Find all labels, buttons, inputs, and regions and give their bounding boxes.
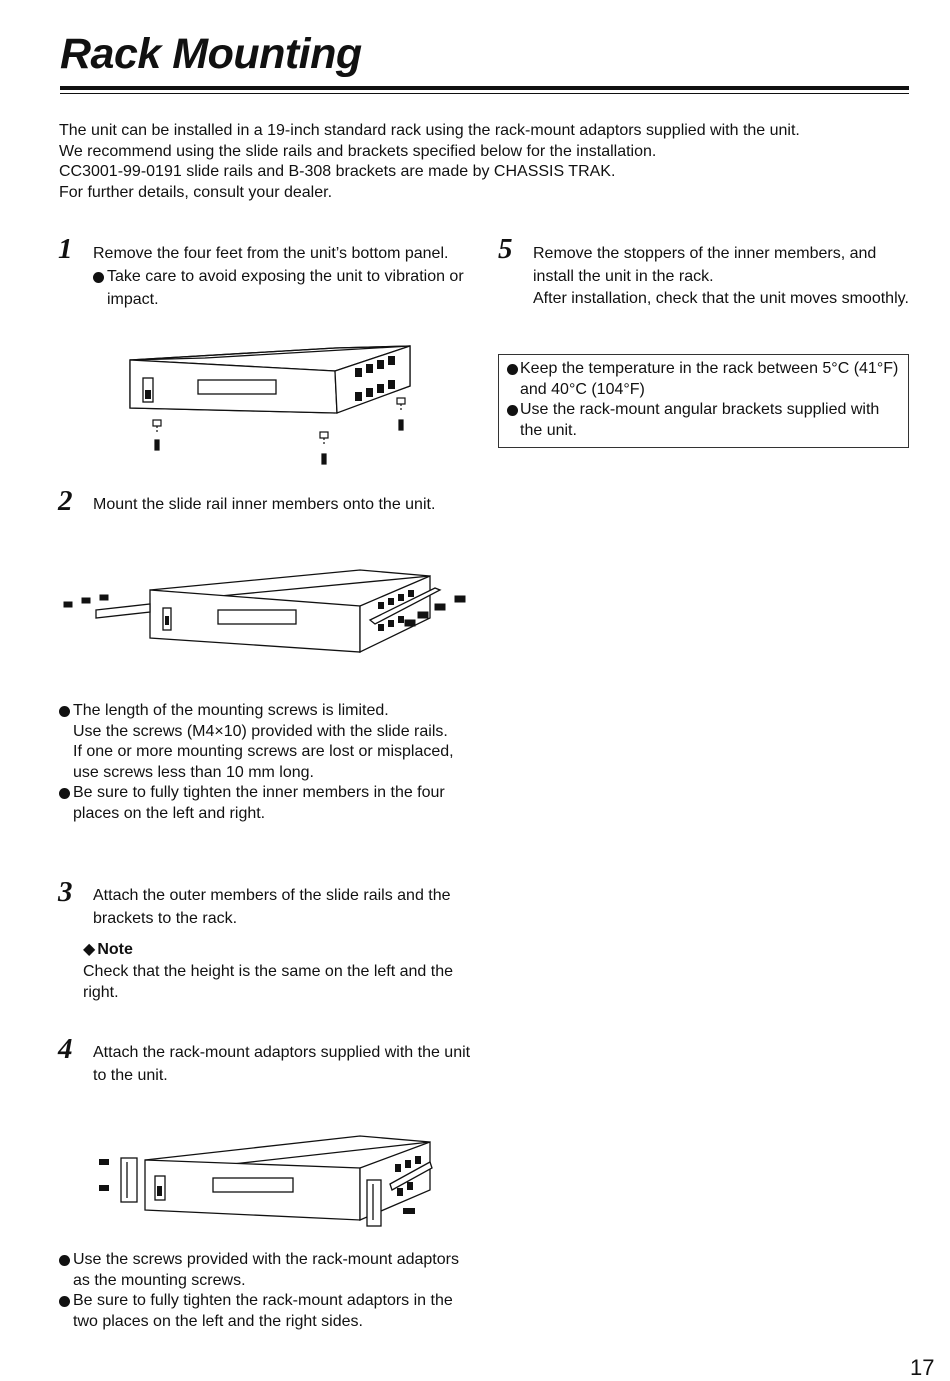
bullet-text: Use the screws (M4×10) provided with the slide rails. [73, 722, 448, 740]
bullet-icon [59, 788, 70, 799]
step-4-number: 4 [58, 1033, 73, 1065]
step-1-instruction: Remove the four feet from the unit’s bottom panel. [93, 245, 449, 262]
illustration-rack-adaptors [95, 1128, 440, 1228]
step-1-bullets [93, 266, 478, 311]
bullet-text: Use the screws provided with the rack-mount adaptors as the mounting screws. [73, 1251, 459, 1289]
bullet-item [59, 701, 474, 783]
illustration-remove-feet [125, 328, 425, 473]
bullet-icon [507, 364, 518, 375]
bullet-text: The length of the mounting screws is limited. [73, 702, 389, 719]
bullet-text: Be sure to fully tighten the inner members in the four places on the left and right. [73, 784, 445, 822]
diamond-icon: ◆ [83, 941, 96, 958]
illustration-slide-rails [60, 560, 472, 660]
step-3-number: 3 [58, 876, 73, 908]
intro-line: CC3001-99-0191 slide rails and B-308 brackets are made by CHASSIS TRAK. [59, 163, 616, 180]
note-text: Check that the height is the same on the left and the right. [83, 963, 454, 1001]
note-label: Note [97, 941, 133, 958]
intro-line: We recommend using the slide rails and brackets specified below for the installation. [59, 142, 657, 160]
bullet-item [507, 359, 902, 400]
intro-line: For further details, consult your dealer. [59, 183, 333, 201]
step-2-text [93, 494, 483, 517]
step-5-instruction: Remove the stoppers of the inner members, and install the unit in the rack. [533, 245, 877, 285]
step-4-text [93, 1042, 478, 1087]
step-2-bullets [59, 701, 474, 824]
bullet-text: Be sure to fully tighten the rack-mount adaptors in the two places on the left and the right sides. [73, 1292, 453, 1330]
bullet-icon [59, 706, 70, 717]
bullet-item [59, 1250, 474, 1291]
step-4-bullets [59, 1250, 474, 1332]
step-5-text [533, 243, 913, 311]
step-2-number: 2 [58, 485, 73, 517]
note-heading [83, 939, 133, 959]
page-number: 17 [910, 1355, 935, 1380]
bullet-item [59, 1291, 474, 1332]
step-5-number: 5 [498, 233, 513, 265]
step-1-text [93, 243, 483, 266]
notes-box [498, 354, 909, 448]
bullet-text: Keep the temperature in the rack between 5°C (41°F) and 40°C (104°F) [520, 360, 899, 398]
bullet-item [93, 266, 478, 311]
bullet-icon [59, 1255, 70, 1266]
intro-line: The unit can be installed in a 19-inch standard rack using the rack-mount adaptors supplied with the unit. [59, 122, 800, 139]
step-5-instruction: After installation, check that the unit moves smoothly. [533, 290, 909, 307]
bullet-icon [93, 272, 104, 283]
bullet-item [59, 783, 474, 824]
bullet-icon [59, 1296, 70, 1307]
intro-text [59, 121, 919, 203]
bullet-text: If one or more mounting screws are lost or misplaced, use screws less than 10 mm long. [73, 743, 454, 781]
step-1-number: 1 [58, 233, 73, 265]
title-rule-thin [60, 93, 909, 94]
step-3-text [93, 885, 478, 930]
step-2-instruction: Mount the slide rail inner members onto the unit. [93, 496, 436, 513]
bullet-text: Take care to avoid exposing the unit to vibration or impact. [107, 268, 464, 308]
step-3-instruction: Attach the outer members of the slide rails and the brackets to the rack. [93, 887, 451, 927]
title-rule-thick [60, 86, 909, 90]
bullet-text: Use the rack-mount angular brackets supplied with the unit. [520, 401, 880, 439]
page-title: Rack Mounting [60, 30, 362, 78]
bullet-item [507, 400, 902, 441]
step-4-instruction: Attach the rack-mount adaptors supplied with the unit to the unit. [93, 1044, 471, 1084]
bullet-icon [507, 405, 518, 416]
